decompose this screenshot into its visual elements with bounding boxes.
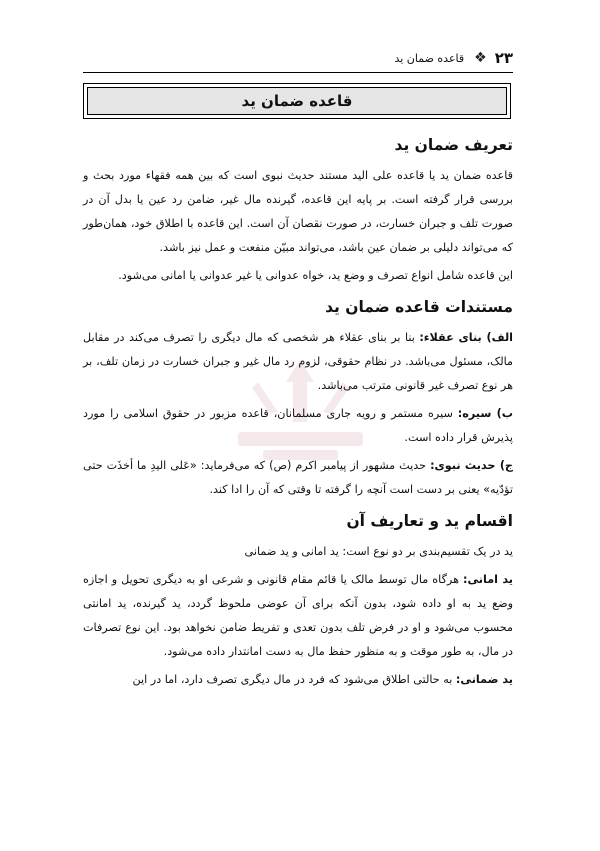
paragraph: ید در یک تقسیم‌بندی بر دو نوع است: ید امانی و ید ضمانی (244, 545, 513, 558)
paragraph (83, 568, 513, 664)
paragraph: قاعده ضمان ید یا قاعده علی الید مستند حدیث نبوی است که بین همه فقهاء مورد بحث و بررسی قرار گرفته است. بر پایه این قاعده، گیرنده مال غیر، ضامن رد عین یا بدل آن در صورت تلف و جبران خسارت، در صورت نقصان آن است. این قاعده با اطلاق خود، همان‌طور که می‌تواند دلیلی بر ضمان عین باشد، می‌تواند مبیّن منفعت و عمل نیز باشد. (83, 169, 513, 254)
paragraph: این قاعده شامل انواع تصرف و وضع ید، خواه عدوانی یا غیر عدوانی یا امانی می‌شود. (118, 269, 513, 282)
paragraph-label: ج) حدیث نبوی: (430, 459, 513, 472)
paragraph-label: ب) سیره: (457, 407, 513, 420)
paragraph (83, 326, 513, 398)
ornament-icon: ❖ (474, 50, 487, 66)
paragraph (83, 668, 513, 692)
paragraph (83, 454, 513, 502)
running-title: قاعده ضمان ید (394, 51, 465, 65)
paragraph-text: به حالتی اطلاق می‌شود که فرد در مال دیگری تصرف دارد، اما در این (132, 673, 456, 686)
chapter-title: قاعده ضمان ید (87, 87, 507, 115)
section-heading-definition: تعریف ضمان ید (394, 136, 513, 154)
paragraph-text: حدیث مشهور از پیامبر اکرم (ص) که می‌فرماید: «عَلی الیدِ ما أخذَت حتی تؤدّیه» یعنی بر دست است آنچه را گرفته تا وقتی که آن را ادا کند. (83, 459, 513, 496)
section-heading-types: اقسام ید و تعاریف آن (346, 512, 513, 530)
paragraph-text: بنا بر بنای عقلاء هر شخصی که مال دیگری را تصرف می‌کند در مقابل مالک، مسئول می‌باشد. در نظام حقوقی، لزوم رد مال غیر و جبران خسارت در زمان تلف، بر هر نوع تصرف غیر قانونی مترتب می‌باشد. (83, 331, 513, 392)
page-number: ۲۳ (494, 49, 513, 67)
paragraph-label: ید امانی: (463, 573, 514, 586)
paragraph-label: الف) بنای عقلاء: (419, 331, 514, 344)
page-content (83, 126, 513, 696)
paragraph-text: سیره مستمر و رویه جاری مسلمانان، قاعده مزبور در حقوق اسلامی را مورد پذیرش قرار داده است. (83, 407, 513, 444)
page-header (83, 48, 513, 68)
paragraph (83, 402, 513, 450)
section-heading-sources: مستندات قاعده ضمان ید (325, 298, 513, 316)
paragraph-text: هرگاه مال توسط مالک یا قائم مقام قانونی و شرعی او به دیگری تحویل و اجازه وضع ید به او داده شود، بدون آنکه برای آن عوضی ملحوظ گردد، ید گیرنده، ید امانتی محسوب می‌شود و او در فرض تلف بدون تعدی و تفریط ضامن نخواهد بود. این نوع تصرفات در مال، به طور موقت و به منظور حفظ مال به دست امانتدار داده می‌شود. (83, 573, 513, 658)
paragraph-label: ید ضمانی: (455, 673, 513, 686)
header-divider (83, 72, 513, 73)
chapter-title-box (83, 83, 511, 119)
